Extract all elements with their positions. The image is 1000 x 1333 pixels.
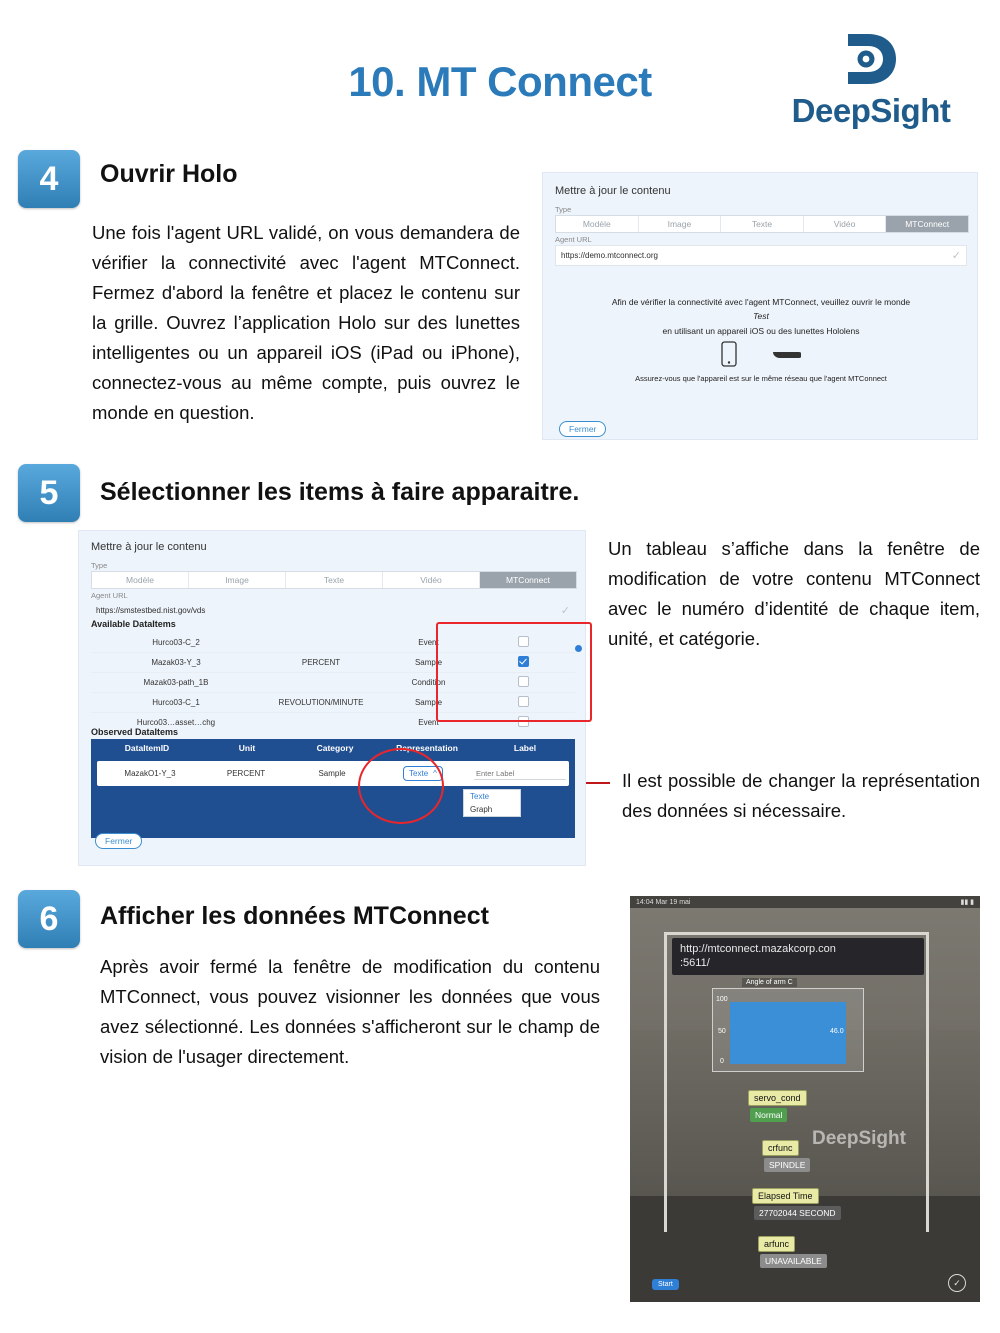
available-dataitems-label: Available DataItems [91, 619, 176, 629]
connectivity-message [573, 295, 949, 338]
data-label-elapsed-time: Elapsed Time [752, 1188, 819, 1204]
dataitem-category: Event [418, 718, 439, 727]
message-line-1: Afin de vérifier la connectivité avec l'agent MTConnect, veuillez ouvrir le monde [611, 297, 911, 307]
close-button-step4[interactable]: Fermer [559, 419, 606, 437]
hologram-url-bar [672, 938, 924, 975]
agent-url-input[interactable] [555, 245, 967, 266]
cell-category: Sample [318, 769, 346, 778]
dataitem-id: Mazak03-path_1B [143, 678, 209, 687]
chart-bar [730, 1002, 846, 1064]
deepsight-logo [766, 28, 976, 130]
dataitem-id: Mazak03-Y_3 [151, 658, 201, 667]
agent-url-input[interactable] [91, 601, 575, 620]
type-tabs[interactable] [555, 215, 969, 233]
type-label: Type [555, 205, 572, 214]
data-label-arfunc: arfunc [758, 1236, 795, 1252]
table-header-row [91, 739, 575, 757]
message-world-name: Test [753, 311, 769, 322]
photo-watermark: DeepSight [812, 1128, 906, 1149]
url-line-1: http://mtconnect.mazakcorp.con [680, 943, 836, 955]
modal-title: Mettre à jour le contenu [555, 185, 671, 197]
agent-url-value: https://smstestbed.nist.gov/vds [96, 606, 206, 615]
modal-title: Mettre à jour le contenu [91, 541, 207, 553]
annotation-circle-representation [358, 748, 444, 824]
type-tabs[interactable] [91, 571, 577, 589]
photo-status-bar [630, 896, 980, 908]
dataitem-unit: REVOLUTION/MINUTE [278, 698, 364, 707]
data-value-elapsed-time: 27702044 SECOND [754, 1206, 841, 1220]
hologram-frame-top [664, 932, 929, 935]
chart-tick-0: 0 [720, 1058, 724, 1065]
dataitem-category: Condition [411, 678, 446, 687]
screenshot-step4 [542, 172, 978, 440]
step-badge-6: 6 [18, 890, 80, 948]
col-category: Category [316, 743, 354, 753]
tab-image[interactable]: Image [189, 572, 286, 588]
smart-glasses-icon [771, 347, 801, 366]
observed-dataitems-label: Observed DataItems [91, 727, 179, 737]
step-title-5: Sélectionner les items à faire apparaitre. [100, 478, 580, 506]
page-title: 10. MT Connect [348, 58, 652, 105]
data-label-crfunc: crfunc [762, 1140, 799, 1156]
step-title-4: Ouvrir Holo [100, 160, 238, 188]
representation-value: Texte [409, 769, 429, 778]
step-badge-5: 5 [18, 464, 80, 522]
step-body-5-right: Un tableau s’affiche dans la fenêtre de modification de votre contenu MTConnect avec le numéro d’identité de chaque item, unité, et catégorie. [608, 538, 980, 649]
checkmark-icon: ✓ [951, 250, 961, 262]
tab-modele[interactable]: Modèle [92, 572, 189, 588]
step-body-6: Après avoir fermé la fenêtre de modification du contenu MTConnect, vous pouvez visionner les données que vous avez sélectionné. Les données s'afficheront sur le champ de vision de l'usager directement. [100, 956, 600, 1067]
agent-url-label: Agent URL [555, 235, 592, 244]
dropdown-option-graph[interactable]: Graph [464, 803, 520, 816]
checkmark-icon: ✓ [560, 605, 570, 617]
chart-tick-50: 50 [718, 1028, 726, 1035]
step-title-6: Afficher les données MTConnect [100, 902, 489, 930]
tab-image[interactable]: Image [639, 216, 722, 232]
tab-video[interactable]: Vidéo [383, 572, 480, 588]
annotation-box-category-column [436, 622, 592, 722]
label-input[interactable] [474, 768, 566, 780]
col-representation: Representation [396, 743, 458, 753]
start-button[interactable]: Start [652, 1279, 679, 1290]
table-row[interactable] [97, 761, 569, 786]
dataitem-id: Hurco03…asset…chg [136, 718, 216, 727]
status-time: 14:04 Mar 19 mai [636, 898, 691, 906]
dataitem-unit: PERCENT [301, 658, 341, 667]
tab-texte[interactable]: Texte [721, 216, 804, 232]
dataitem-id: Hurco03-C_2 [152, 638, 200, 647]
dataitem-category: Sample [414, 658, 443, 667]
tab-modele[interactable]: Modèle [556, 216, 639, 232]
step-body-4: Une fois l'agent URL validé, on vous demandera de vérifier la connectivité avec l'agent MTConnect. Fermez d'abord la fenêtre et placez le contenu sur la grille. Ouvrez l’application Holo sur des lunettes intelligentes ou un appareil iOS (iPad ou iPhone), connectez-vous au même compte, puis ouvrez le monde en question. [92, 222, 520, 423]
step-badge-4: 4 [18, 150, 80, 208]
phone-icon [721, 341, 737, 372]
chevron-up-icon: ^ [433, 769, 437, 778]
col-dataitemid: DataItemID [124, 743, 170, 753]
tab-video[interactable]: Vidéo [804, 216, 887, 232]
dataitem-category: Sample [414, 698, 443, 707]
deepsight-wordmark: DeepSight [791, 92, 951, 129]
dataitem-id: Hurco03-C_1 [152, 698, 200, 707]
hologram-frame-left [664, 932, 667, 1232]
screenshot-step6 [630, 896, 980, 1302]
chart-tick-100: 100 [716, 996, 728, 1003]
col-unit: Unit [238, 743, 256, 753]
data-value-servo-cond: Normal [750, 1108, 787, 1122]
hologram-frame-right [926, 932, 929, 1232]
deepsight-logo-icon [766, 28, 976, 90]
status-icons: ▮▮ ▮ [960, 899, 974, 906]
col-label: Label [513, 743, 537, 753]
record-circle-icon[interactable]: ✓ [948, 1274, 966, 1292]
tab-mtconnect[interactable]: MTConnect [480, 572, 576, 588]
dataitem-category: Event [418, 638, 439, 647]
device-icons [543, 341, 979, 372]
cell-dataitemid: MazakO1-Y_3 [124, 769, 176, 778]
close-button-step5[interactable]: Fermer [95, 831, 142, 849]
chart-current-value: 46.0 [830, 1028, 844, 1035]
url-line-2: :5611/ [680, 957, 710, 970]
agent-url-label: Agent URL [91, 591, 128, 600]
representation-dropdown[interactable] [463, 789, 521, 817]
agent-url-value: https://demo.mtconnect.org [561, 251, 658, 260]
cell-unit: PERCENT [226, 769, 266, 778]
tab-mtconnect[interactable]: MTConnect [886, 216, 968, 232]
message-footer: Assurez-vous que l'appareil est sur le même réseau que l'agent MTConnect [635, 374, 887, 383]
observed-table [91, 739, 575, 838]
chart-title: Angle of arm C [742, 978, 797, 987]
step-body-5-right2: Il est possible de changer la représentation des données si nécessaire. [622, 770, 980, 821]
data-value-crfunc: SPINDLE [764, 1158, 810, 1172]
tab-texte[interactable]: Texte [286, 572, 383, 588]
type-label: Type [91, 561, 108, 570]
data-label-servo-cond: servo_cond [748, 1090, 807, 1106]
dropdown-option-texte[interactable]: Texte [464, 790, 520, 803]
data-value-arfunc: UNAVAILABLE [760, 1254, 827, 1268]
message-line-3: en utilisant un appareil iOS ou des lunettes Hololens [662, 325, 860, 336]
